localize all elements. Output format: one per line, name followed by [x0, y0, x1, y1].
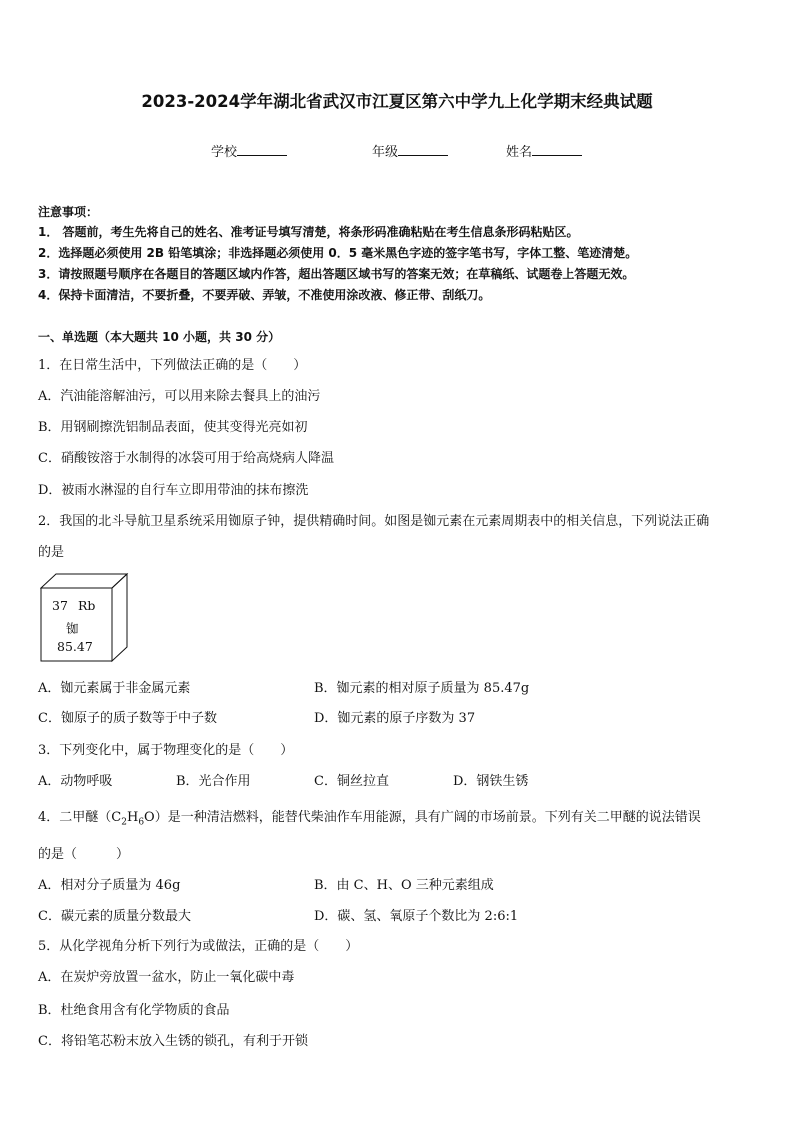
- name-label: 姓名: [506, 145, 533, 160]
- q4-stem-cont: 的是（ ）: [38, 847, 130, 862]
- grade-label: 年级: [372, 145, 399, 160]
- q2-option-b: B．铷元素的相对原子质量为 85.47g: [314, 681, 530, 696]
- q5-option-c: C．将铅笔芯粉末放入生锈的锁孔，有利于开锁: [38, 1034, 308, 1049]
- name-blank[interactable]: [532, 143, 582, 156]
- q1-option-d: D．被雨水淋湿的自行车立即用带油的抹布擦洗: [38, 483, 309, 498]
- notice-item: 2．选择题必须使用 2B 铅笔填涂；非选择题必须使用 0．5 毫米黑色字迹的签字笔书写，字体工整、笔迹清楚。: [38, 246, 638, 260]
- q4-stem-post: ）是一种清洁燃料，能替代柴油作车用能源，具有广阔的市场前景。下列有关二甲醚的说法错误: [154, 810, 701, 825]
- school-field: [211, 141, 287, 160]
- q1-option-b: B．用钢刷擦洗铝制品表面，使其变得光亮如初: [38, 420, 308, 435]
- q4-stem: [38, 806, 701, 828]
- name-field: [506, 141, 582, 160]
- q2-stem-cont: 的是: [38, 545, 65, 560]
- formula-h-count: 6: [138, 817, 145, 828]
- element-symbol: Rb: [78, 598, 96, 613]
- notice-item: 3．请按照题号顺序在各题目的答题区域内作答，超出答题区域书写的答案无效；在草稿纸、试题卷上答题无效。: [38, 267, 635, 281]
- q3-option-d: D．钢铁生锈: [453, 774, 529, 789]
- notice-item: 1． 答题前，考生先将自己的姓名、准考证号填写清楚，将条形码准确粘贴在考生信息条形码粘贴区。: [38, 225, 579, 239]
- q2-option-d: D．铷元素的原子序数为 37: [314, 711, 476, 726]
- q4-option-b: B．由 C、H、O 三种元素组成: [314, 878, 494, 893]
- formula-c: C: [111, 810, 122, 825]
- q4-formula: [111, 810, 155, 828]
- q5-option-b: B．杜绝食用含有化学物质的食品: [38, 1003, 230, 1018]
- page-title: 2023-2024学年湖北省武汉市江夏区第六中学九上化学期末经典试题: [141, 92, 653, 111]
- q5-stem: 5．从化学视角分析下列行为或做法，正确的是（ ）: [38, 939, 359, 954]
- element-tile-figure: [40, 573, 132, 667]
- grade-field: [372, 141, 448, 160]
- formula-h: H: [126, 810, 139, 825]
- section-heading: 一、单选题（本大题共 10 小题，共 30 分）: [38, 330, 281, 344]
- q4-stem-pre: 4．二甲醚（: [38, 810, 112, 825]
- q4-option-c: C．碳元素的质量分数最大: [38, 909, 191, 924]
- q3-option-c: C．铜丝拉直: [314, 774, 389, 789]
- q3-stem: 3．下列变化中，属于物理变化的是（ ）: [38, 743, 294, 758]
- grade-blank[interactable]: [398, 143, 448, 156]
- q4-option-a: A．相对分子质量为 46g: [38, 878, 181, 893]
- q4-option-d: D．碳、氢、氧原子个数比为 2:6:1: [314, 909, 519, 924]
- element-number: 37: [52, 598, 68, 613]
- q1-option-c: C．硝酸铵溶于水制得的冰袋可用于给高烧病人降温: [38, 451, 334, 466]
- notice-item: 4．保持卡面清洁，不要折叠，不要弄破、弄皱，不准使用涂改液、修正带、刮纸刀。: [38, 288, 491, 302]
- formula-c-count: 2: [121, 817, 127, 828]
- q2-stem: 2．我国的北斗导航卫星系统采用铷原子钟，提供精确时间。如图是铷元素在元素周期表中的相关信息，下列说法正确: [38, 514, 710, 529]
- notice-heading: 注意事项：: [38, 205, 99, 219]
- q2-option-a: A．铷元素属于非金属元素: [38, 681, 191, 696]
- q3-option-b: B．光合作用: [176, 774, 251, 789]
- formula-o: O: [144, 810, 155, 825]
- q1-option-a: A．汽油能溶解油污，可以用来除去餐具上的油污: [38, 389, 321, 404]
- q1-stem: 1．在日常生活中，下列做法正确的是（ ）: [38, 358, 307, 373]
- q5-option-a: A．在炭炉旁放置一盆水，防止一氧化碳中毒: [38, 970, 295, 985]
- q2-option-c: C．铷原子的质子数等于中子数: [38, 711, 217, 726]
- school-label: 学校: [211, 145, 238, 160]
- element-mass: 85.47: [57, 639, 93, 654]
- school-blank[interactable]: [237, 143, 287, 156]
- element-name: 铷: [66, 621, 79, 636]
- q3-option-a: A．动物呼吸: [38, 774, 113, 789]
